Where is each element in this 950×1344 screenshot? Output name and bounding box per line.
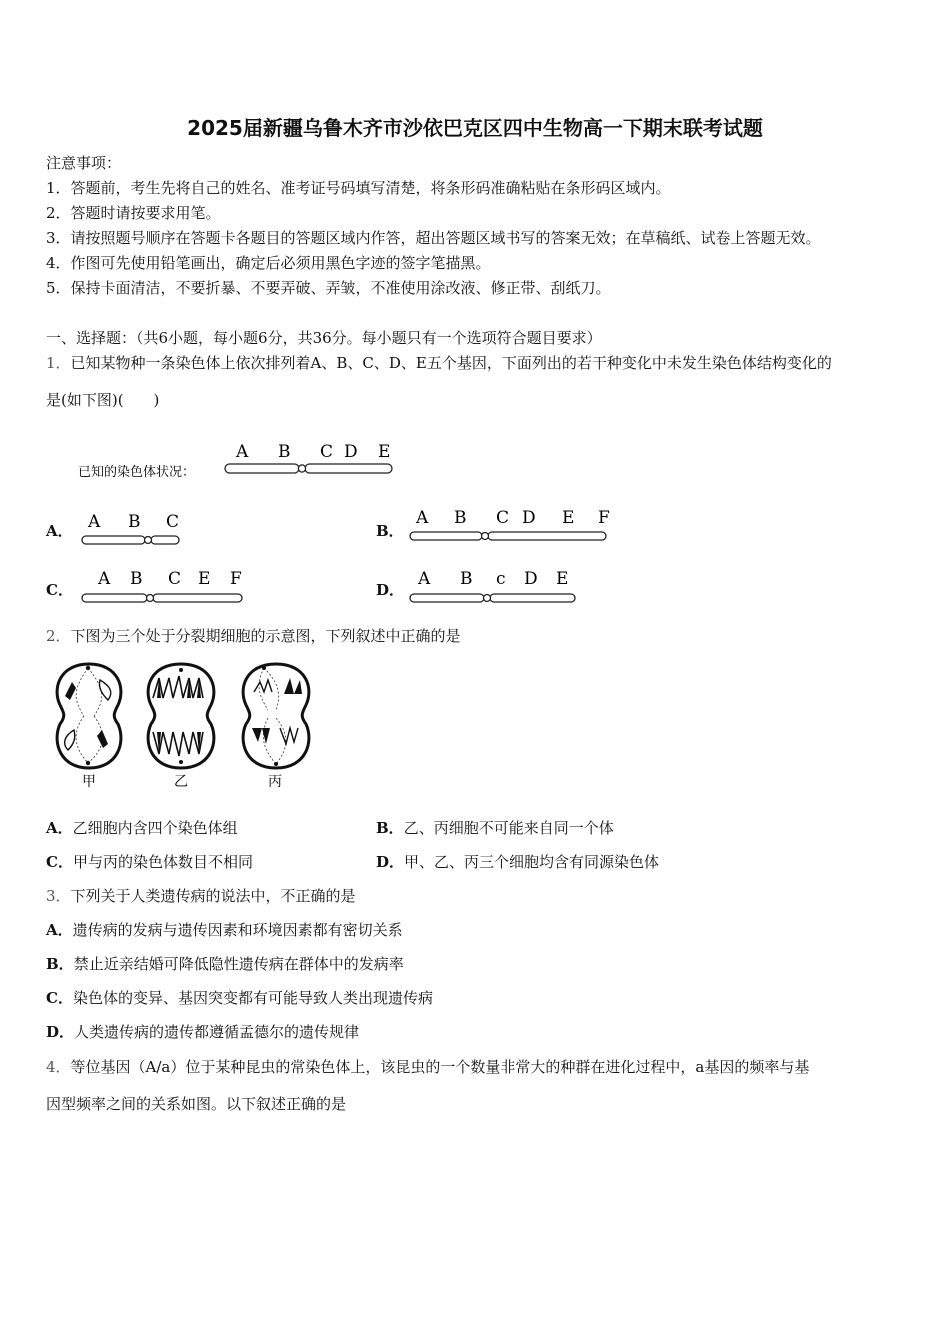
notice-item: 3．请按照题号顺序在答题卡各题目的答题区域内作答，超出答题区域书写的答案无效；在草稿纸、试卷上答题无效。	[46, 229, 821, 247]
chromosome-arm	[410, 532, 482, 540]
option-c-chromosome	[78, 566, 253, 608]
question-4	[46, 1056, 809, 1077]
known-chromosome-figure	[72, 438, 412, 483]
centromere	[298, 465, 305, 472]
option-a	[46, 919, 403, 940]
centromere	[147, 595, 154, 602]
centromere	[482, 533, 489, 540]
gene-label: C	[166, 512, 180, 532]
cell-label: 甲	[82, 774, 96, 790]
known-label: 已知的染色体状况：	[78, 465, 196, 480]
option-d	[376, 851, 659, 872]
notice-item: 5．保持卡面清洁，不要折暴、不要弄破、弄皱，不准使用涂改液、修正带、刮纸刀。	[46, 279, 611, 297]
notice-heading: 注意事项：	[46, 154, 122, 172]
section-heading: 一、选择题：（共6小题，每小题6分，共36分。每小题只有一个选项符合题目要求）	[46, 329, 602, 347]
gene-label: A	[236, 442, 249, 462]
gene-label: C	[496, 508, 510, 528]
question-text: 等位基因（A/a）位于某种昆虫的常染色体上，该昆虫的一个数量非常大的种群在进化过程中，a基因的频率与基	[70, 1058, 810, 1076]
chromosome-arm	[225, 464, 299, 473]
chromosome-arm	[490, 594, 575, 602]
question-text: 下图为三个处于分裂期细胞的示意图，下列叙述中正确的是	[70, 627, 461, 645]
centromere	[484, 595, 491, 602]
gene-label: E	[198, 569, 211, 589]
option-label: A．	[46, 819, 73, 837]
question-3	[46, 885, 356, 906]
question-2	[46, 625, 461, 646]
chromosome-arm	[305, 464, 392, 473]
option-text: 遗传病的发病与遗传因素和环境因素都有密切关系	[72, 921, 403, 939]
gene-label: B	[454, 508, 467, 528]
option-text: 人类遗传病的遗传都遵循孟德尔的遗传规律	[74, 1023, 360, 1041]
notice-item: 2．答题时请按要求用笔。	[46, 204, 221, 222]
option-label: A．	[46, 522, 73, 540]
gene-label: B	[460, 569, 473, 589]
chromosome-arm	[82, 594, 147, 602]
cell-bing	[243, 664, 309, 768]
option-a	[46, 817, 238, 838]
cell-division-figure	[44, 658, 334, 793]
option-b	[46, 953, 404, 974]
gene-label: A	[416, 508, 429, 528]
gene-label: B	[130, 569, 143, 589]
option-text: 甲与丙的染色体数目不相同	[72, 853, 253, 871]
option-label: C．	[46, 853, 73, 871]
gene-label: B	[128, 512, 141, 532]
cell-label: 乙	[174, 774, 188, 790]
gene-label: D	[522, 508, 536, 528]
option-label: C．	[46, 581, 73, 599]
chromosome-arm	[153, 594, 242, 602]
option-text: 染色体的变异、基因突变都有可能导致人类出现遗传病	[72, 989, 433, 1007]
gene-label: A	[88, 512, 101, 532]
notice-item: 4．作图可先使用铅笔画出，确定后必须用黑色字迹的签字笔描黑。	[46, 254, 491, 272]
question-number: 2．	[46, 627, 71, 645]
chromosome-arm	[488, 532, 606, 540]
question-4-cont: 因型频率之间的关系如图。以下叙述正确的是	[46, 1095, 347, 1113]
option-label: B．	[376, 522, 404, 540]
page-title: 2025届新疆乌鲁木齐市沙依巴克区四中生物高一下期末联考试题	[187, 116, 763, 140]
gene-label: E	[562, 508, 575, 528]
gene-label: A	[98, 569, 111, 589]
gene-label: F	[598, 508, 610, 528]
question-number: 3．	[46, 887, 71, 905]
option-label: A．	[46, 921, 73, 939]
chromosome-arm	[151, 536, 179, 544]
option-b-chromosome	[406, 505, 616, 547]
chromosome-arm	[82, 536, 145, 544]
gene-label: E	[378, 442, 391, 462]
option-text: 禁止近亲结婚可降低隐性遗传病在群体中的发病率	[73, 955, 404, 973]
centromere	[145, 537, 152, 544]
option-label: D．	[46, 1023, 75, 1041]
gene-label: c	[496, 569, 506, 589]
option-text: 乙细胞内含四个染色体组	[72, 819, 238, 837]
cell-yi	[148, 664, 214, 768]
option-label: D．	[376, 853, 405, 871]
gene-label: D	[344, 442, 358, 462]
option-text: 甲、乙、丙三个细胞均含有同源染色体	[404, 853, 660, 871]
question-text: 下列关于人类遗传病的说法中，不正确的是	[70, 887, 356, 905]
option-a-chromosome	[78, 510, 188, 550]
gene-label: A	[418, 569, 431, 589]
question-number: 4．	[46, 1058, 71, 1076]
gene-label: B	[278, 442, 291, 462]
option-label: B．	[46, 955, 74, 973]
gene-label: C	[168, 569, 182, 589]
option-text: 乙、丙细胞不可能来自同一个体	[403, 819, 614, 837]
cell-label: 丙	[268, 774, 282, 790]
question-text: 已知某物种一条染色体上依次排列着A、B、C、D、E五个基因，下面列出的若干种变化中未发生染色体结构变化的	[70, 354, 832, 372]
gene-label: F	[230, 569, 242, 589]
question-number: 1．	[46, 354, 71, 372]
gene-label: C	[320, 442, 334, 462]
question-1	[46, 352, 832, 373]
notice-item: 1．答题前，考生先将自己的姓名、准考证号码填写清楚，将条形码准确粘贴在条形码区域内。	[46, 179, 671, 197]
option-d	[46, 1021, 359, 1042]
option-label: D．	[376, 581, 405, 599]
cell-jia	[57, 664, 121, 768]
option-d-chromosome	[406, 566, 586, 608]
gene-label: E	[556, 569, 569, 589]
option-b	[376, 817, 614, 838]
chromosome-arm	[410, 594, 484, 602]
question-1-cont: 是(如下图)( )	[46, 391, 160, 409]
option-label: C．	[46, 989, 73, 1007]
option-label: B．	[376, 819, 404, 837]
option-c	[46, 851, 253, 872]
option-c	[46, 987, 433, 1008]
gene-label: D	[524, 569, 538, 589]
